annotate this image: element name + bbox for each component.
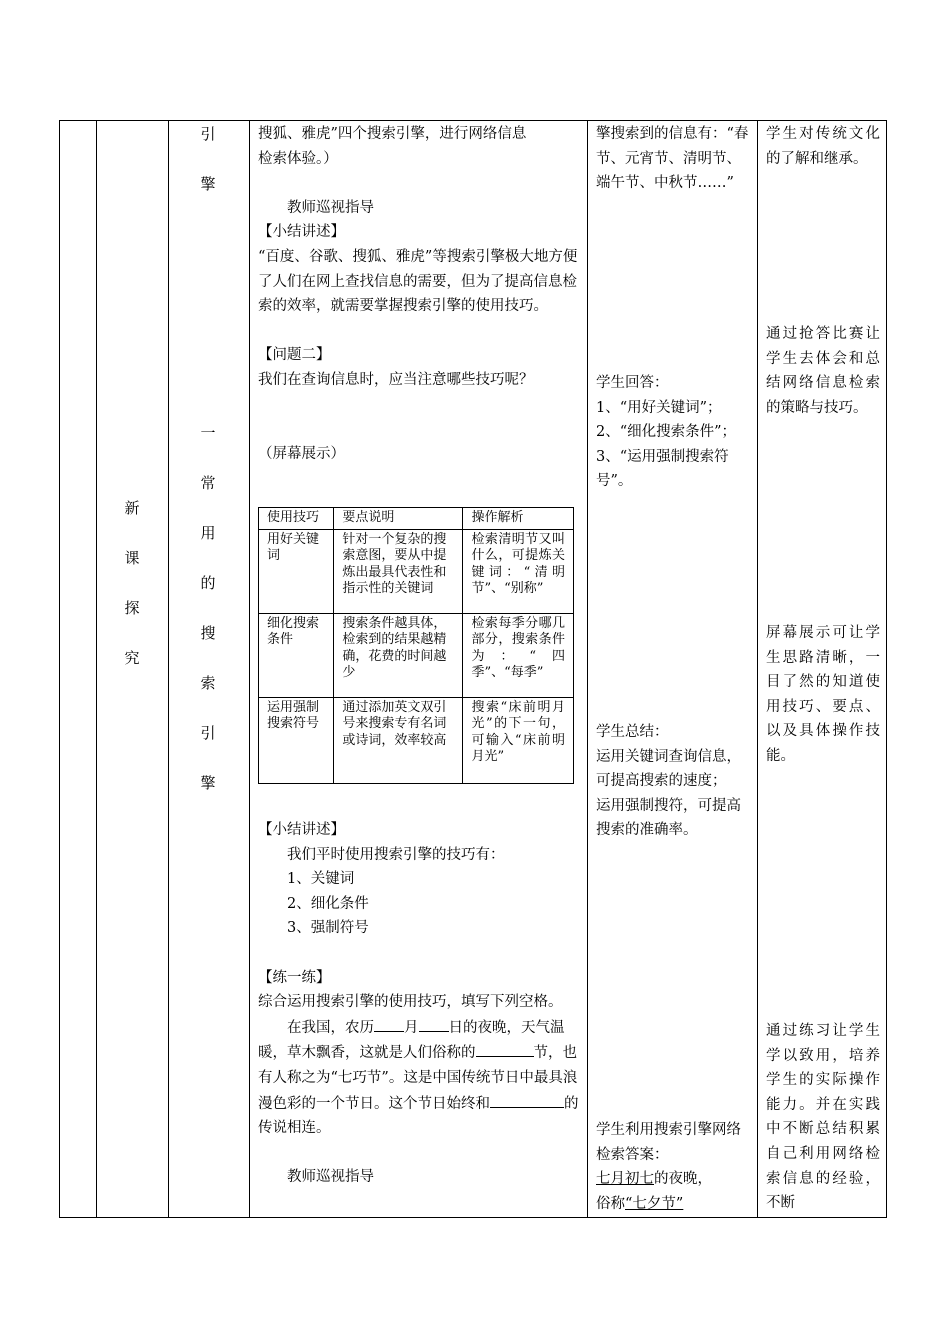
topic-title-top <box>193 109 223 209</box>
topic-char: 的 <box>200 574 216 592</box>
practice-fill-in <box>258 1015 580 1141</box>
summary-item: 1、关键词 <box>287 871 355 888</box>
intent-text: 通过练习让学生学以致用，培养学生的实际操作能力。并在实践中不断总结积累自己利用网络检索信息的经验，不断 <box>766 1023 880 1212</box>
section-char: 探 <box>124 599 140 617</box>
topic-char: 擎 <box>200 175 216 193</box>
answer-date: 七月初七 <box>596 1171 654 1188</box>
teacher-text: 检索体验。） <box>258 150 338 167</box>
tips-cell: 通过添加英文双引号来搜索专有名词或诗词，效率较高 <box>334 697 463 783</box>
practice-text: 的传说相连。 <box>258 1095 579 1137</box>
practice-text: 日的夜晚，天气温暖，草木飘香，这就是人们俗称的 <box>258 1019 565 1062</box>
answer-item: 2、“细化搜索条件”； <box>596 424 737 441</box>
intent-text: 学生对传统文化的了解和继承。 <box>766 126 880 167</box>
summary-heading: 学生总结： <box>596 724 669 740</box>
tips-row <box>259 697 574 783</box>
tips-cell: 运用强制搜索符号 <box>259 697 334 783</box>
section-title <box>117 483 147 683</box>
topic-char: 用 <box>200 524 216 542</box>
practice-text: 在我国，农历 <box>287 1019 374 1036</box>
blank-field[interactable] <box>490 1091 564 1108</box>
tips-header-row <box>259 508 574 530</box>
screen-show-label: （屏幕展示） <box>258 445 345 462</box>
topic-char: 常 <box>200 474 216 492</box>
blank-field[interactable] <box>476 1040 534 1057</box>
student-activity-4 <box>596 1118 751 1216</box>
tips-header-cell: 操作解析 <box>463 508 574 530</box>
student-activity-2 <box>596 371 751 494</box>
tips-cell: 细化搜索条件 <box>259 613 334 697</box>
answer-item: 1、“用好关键词”； <box>596 399 722 416</box>
design-intent-1 <box>766 122 880 171</box>
tips-row <box>259 613 574 697</box>
answer-text: 的夜晚， <box>654 1171 712 1188</box>
tips-header-cell: 要点说明 <box>334 508 463 530</box>
blank-field[interactable] <box>419 1015 449 1032</box>
summary-intro: 我们平时使用搜索引擎的技巧有： <box>287 846 505 863</box>
intent-text: 通过抢答比赛让学生去体会和总结网络信息检索的策略与技巧。 <box>766 326 880 416</box>
summary-text: 运用强制搜符，可提高搜索的准确率。 <box>596 797 741 839</box>
tips-table <box>258 507 574 784</box>
tips-cell: 检索每季分哪几部分，搜索条件为：“四季”、“每季” <box>463 613 574 697</box>
tips-cell: 检索清明节又叫什么，可提炼关键词：“清明节”、“别称” <box>463 529 574 613</box>
summary-heading: 【小结讲述】 <box>258 224 345 241</box>
topic-char: 引 <box>200 724 216 742</box>
search-answer <box>596 1167 751 1192</box>
column-divider <box>168 120 169 1218</box>
answer-festival: “七夕节” <box>625 1195 684 1212</box>
column-divider <box>757 120 758 1218</box>
tips-header-cell: 使用技巧 <box>259 508 334 530</box>
topic-title <box>193 408 223 808</box>
topic-char: 引 <box>200 125 216 143</box>
question-text: 我们在查询信息时，应当注意哪些技巧呢？ <box>258 371 534 388</box>
answer-item: 3、“运用强制搜索符号”。 <box>596 448 729 490</box>
section-char: 新 <box>124 499 140 517</box>
practice-text: 节，也有人称之为“七巧节”。这是中国传统节日中最具浪漫色彩的一个节日。这个节日始终和 <box>258 1045 578 1112</box>
answer-heading: 学生回答： <box>596 375 669 391</box>
summary-heading: 【小结讲述】 <box>258 822 345 838</box>
summary-text: 运用关键词查询信息，可提高搜索的速度； <box>596 748 741 790</box>
tips-cell: 搜索条件越具体，检索到的结果越精确，花费的时间越少 <box>334 613 463 697</box>
tips-cell: 搜索“床前明月光”的下一句，可输入“床前明月光” <box>463 697 574 783</box>
summary-item: 2、细化条件 <box>287 895 369 912</box>
section-char: 课 <box>124 549 140 567</box>
design-intent-3 <box>766 621 880 769</box>
tips-cell: 针对一个复杂的搜索意图，要从中提炼出最具代表性和指示性的关键词 <box>334 529 463 613</box>
teacher-patrol: 教师巡视指导 <box>287 199 374 216</box>
student-activity-1 <box>596 122 751 196</box>
teacher-activity-lower <box>258 818 580 1190</box>
summary-item: 3、强制符号 <box>287 920 369 937</box>
design-intent-2 <box>766 322 880 420</box>
practice-text: 月 <box>404 1019 419 1036</box>
question-heading: 【问题二】 <box>258 347 331 364</box>
column-divider <box>587 120 588 1218</box>
summary-text: “百度、谷歌、搜狐、雅虎”等搜索引擎极大地方便了人们在网上查找信息的需要，但为了提高信息检索的效率，就需要掌握搜索引擎的使用技巧。 <box>258 248 578 315</box>
topic-char: 搜 <box>200 624 216 642</box>
blank-field[interactable] <box>374 1015 404 1032</box>
student-text: 擎搜索到的信息有：“春节、元宵节、清明节、端午节、中秋节……” <box>596 126 749 192</box>
practice-intro: 综合运用搜索引擎的使用技巧，填写下列空格。 <box>258 994 563 1011</box>
section-char: 究 <box>124 649 140 667</box>
practice-heading: 【练一练】 <box>258 969 331 986</box>
column-divider <box>96 120 97 1218</box>
intent-text: 屏幕展示可让学生思路清晰，一目了然的知道使用技巧、要点、以及具体操作技能。 <box>766 625 880 764</box>
topic-char: 一 <box>200 424 216 442</box>
topic-char: 擎 <box>200 774 216 792</box>
design-intent-4 <box>766 1019 880 1216</box>
teacher-patrol: 教师巡视指导 <box>287 1169 374 1186</box>
search-heading: 学生利用搜索引擎网络检索答案： <box>596 1122 741 1163</box>
tips-cell: 用好关键词 <box>259 529 334 613</box>
column-divider <box>249 120 250 1218</box>
teacher-activity-upper <box>258 122 580 466</box>
topic-char: 索 <box>200 674 216 692</box>
tips-row <box>259 529 574 613</box>
teacher-text: 搜狐、雅虎”四个搜索引擎，进行网络信息 <box>258 126 527 142</box>
answer-text: 俗称 <box>596 1195 625 1212</box>
student-activity-3 <box>596 720 751 843</box>
search-answer <box>596 1192 751 1217</box>
